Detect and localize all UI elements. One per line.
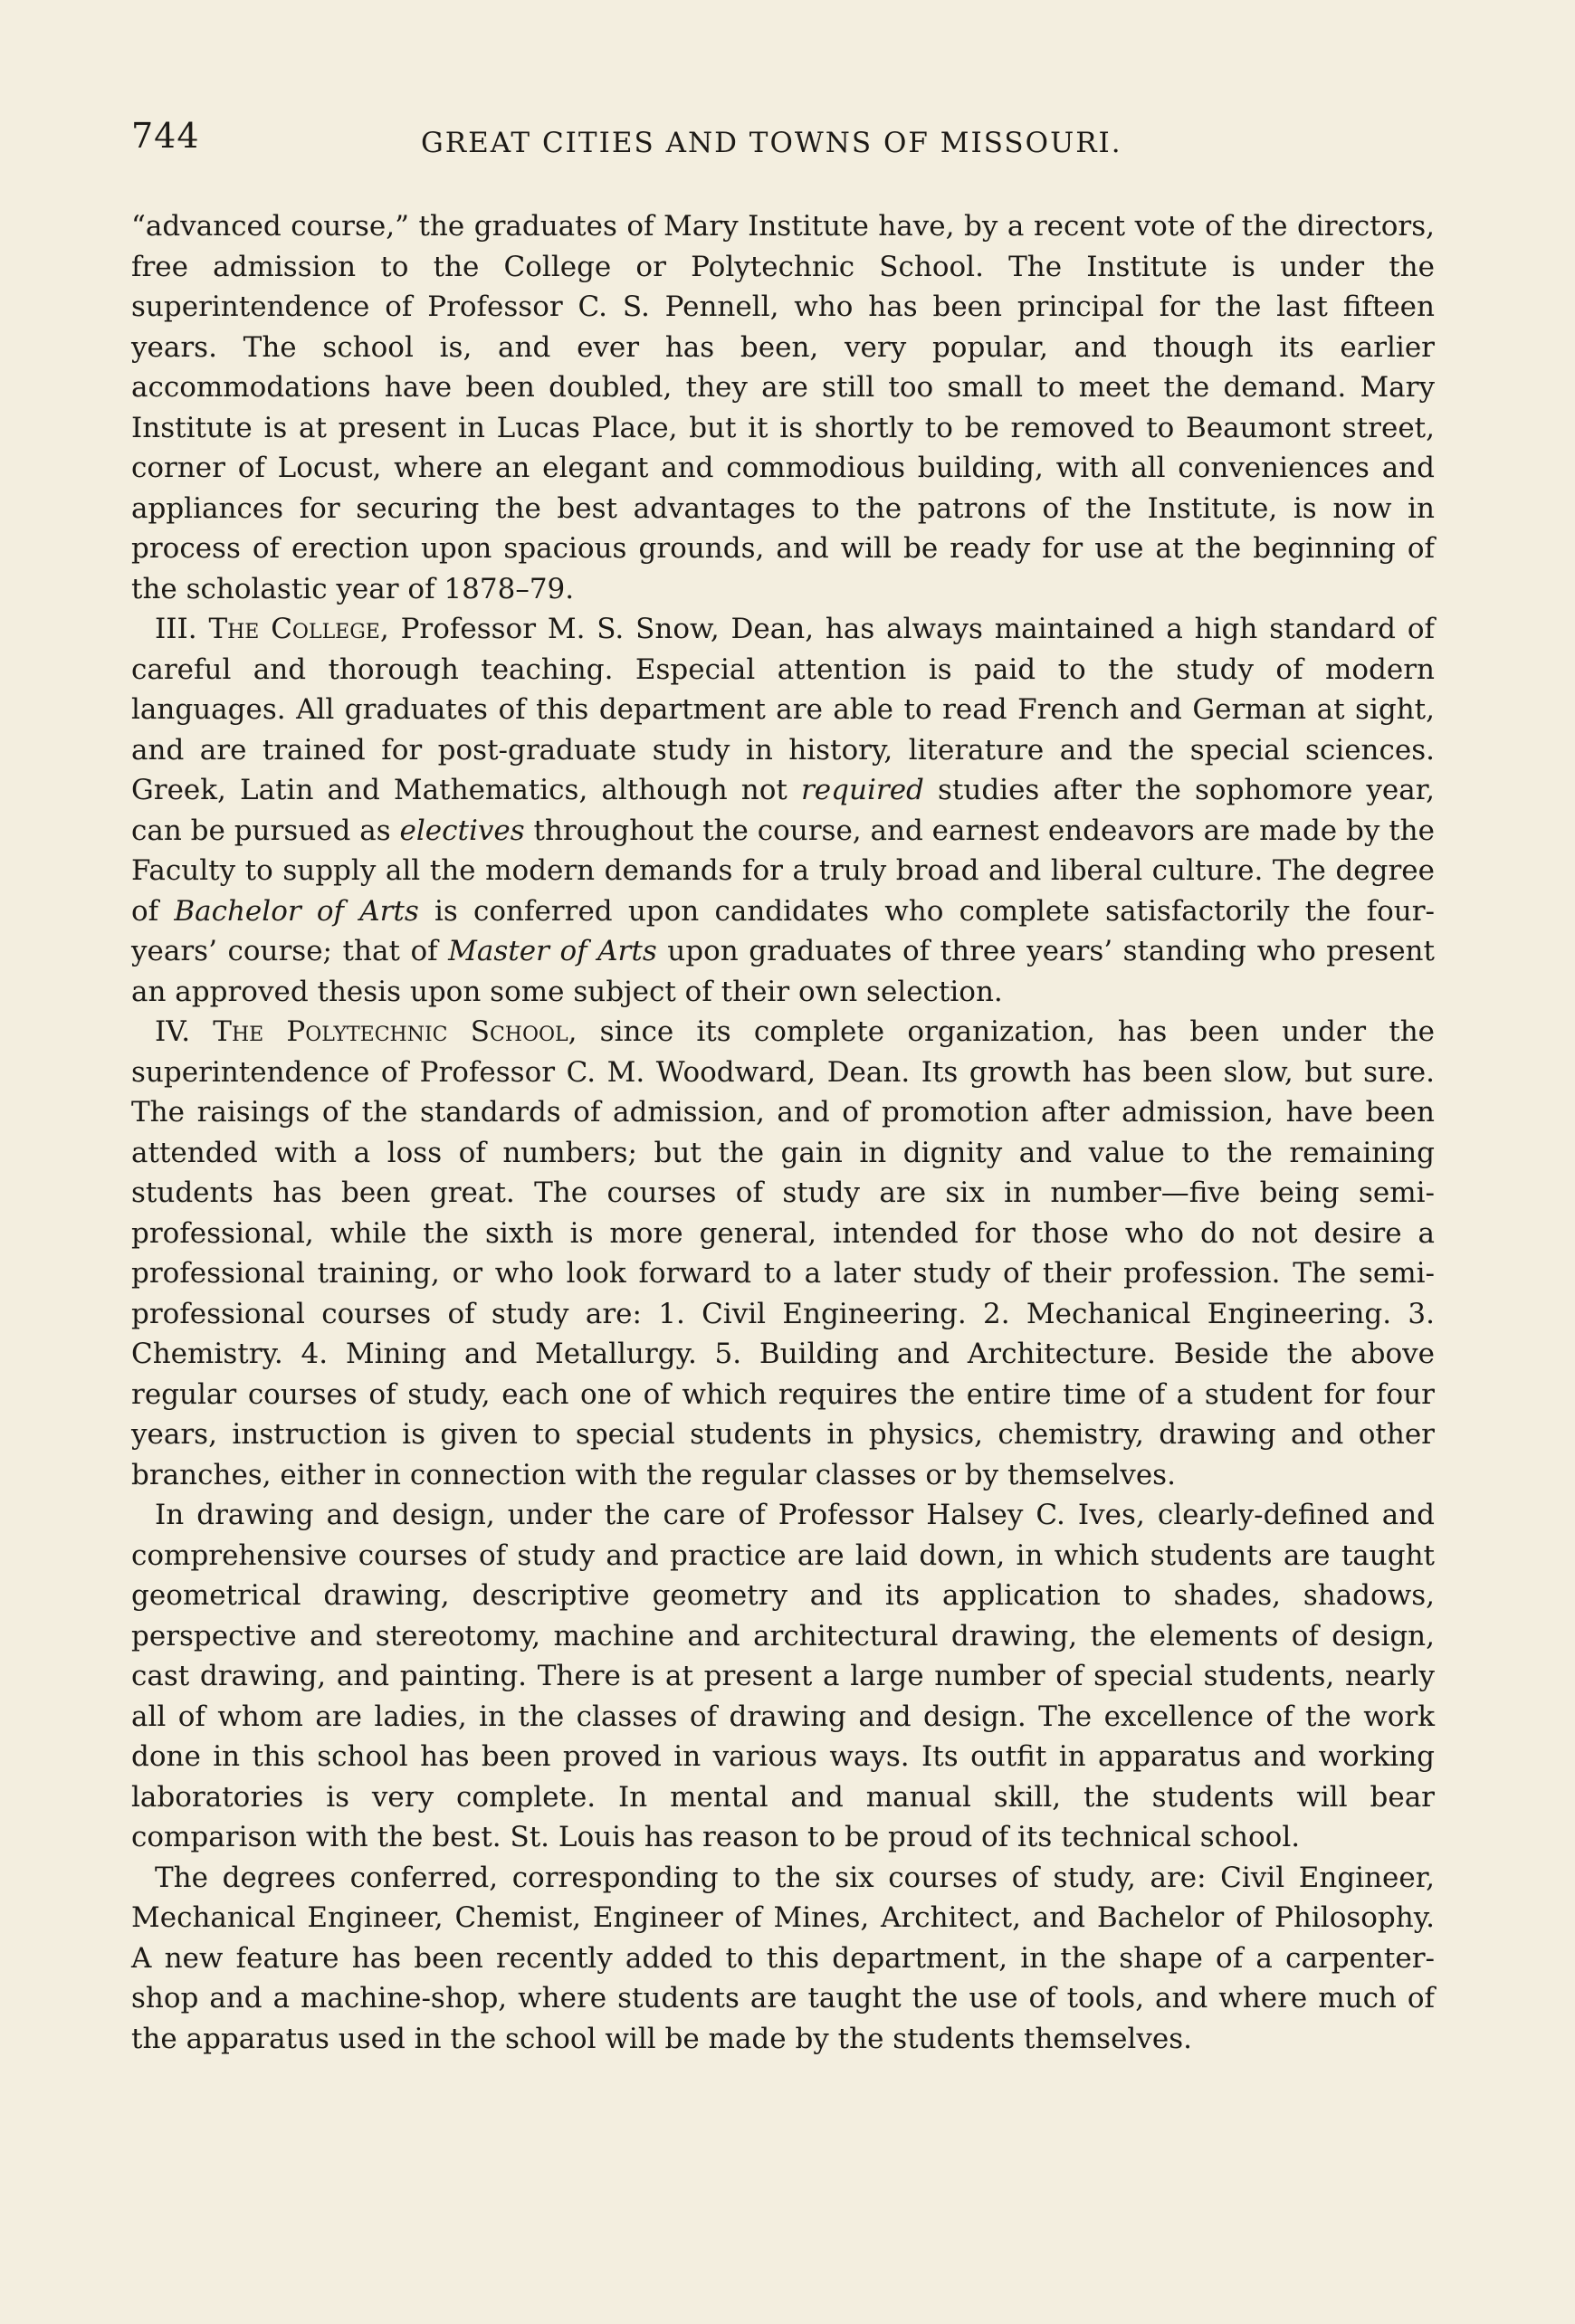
paragraph-mary-institute: “advanced course,” the graduates of Mary Institute have, by a recent vote of the directors, free admission to the College or Polytechnic School. The Institute is under the superintendence of Professor C. S. Pennell, who has been principal for the last fifteen years. The school is, and ever has been, very popular, and though its earlier accommodations have been doubled, they are still too small to meet the demand. Mary Institute is at present in Lucas Place, but it is shortly to be removed to Beaumont street, corner of Locust, where an elegant and commodious building, with all conveniences and appliances for securing the best advantages to the patrons of the Institute, is now in process of erection upon spacious grounds, and will be ready for use at the beginning of the scholastic year of 1878–79. (131, 210, 1435, 605)
paragraph-the-college (131, 609, 1435, 1012)
italic-term: electives (399, 814, 525, 847)
running-title: GREAT CITIES AND TOWNS OF MISSOURI. (421, 127, 1122, 159)
section-numeral: III. (155, 613, 209, 645)
paragraph-degrees: The degrees conferred, corresponding to the six courses of study, are: Civil Engineer, Mechanical Engineer, Chemist, Engineer of Mines, Architect, and Bachelor of Philosophy. A new feature has been recently added to this department, in the shape of a carpenter-shop and a machine-shop, where students are taught the use of tools, and where much of the apparatus used in the school will be made by the students themselves. (131, 1861, 1435, 2055)
text-run: , Professor M. S. Snow, Dean, has always maintained a high standard of careful and thorough teaching. Especial attention is paid to the study of modern languages. All graduates of this department are able to read French and German at sight, and are trained for post-graduate study in history, literature and the special sciences. Greek, Latin and Mathematics, although not (131, 613, 1435, 806)
body-text (131, 206, 1435, 2059)
section-numeral: IV. (155, 1015, 214, 1048)
page-number: 744 (131, 116, 200, 156)
text-run: throughout the course, and earnest endeavors are made by the Faculty to supply all the modern demands for a truly broad and liberal culture. The degree of (131, 814, 1435, 928)
italic-term: Master of Arts (448, 935, 657, 967)
text-run: upon graduates of three years’ standing who present an approved thesis upon some subject of their own selection. (131, 935, 1435, 1008)
italic-term: required (800, 774, 924, 806)
section-heading: The Polytechnic School (213, 1015, 568, 1048)
text-run: is conferred upon candidates who complete satisfactorily the four-years’ course; that of (131, 894, 1435, 967)
paragraph-drawing-design: In drawing and design, under the care of Professor Halsey C. Ives, clearly-defined and comprehensive courses of study and practice are laid down, in which students are taught geometrical drawing, descriptive geometry and its application to shades, shadows, perspective and stereotomy, machine and architectural drawing, the elements of design, cast drawing, and painting. There is at present a large number of special students, nearly all of whom are ladies, in the classes of drawing and design. The excellence of the work done in this school has been proved in various ways. Its outfit in apparatus and working laboratories is very complete. In mental and manual skill, the students will bear comparison with the best. St. Louis has reason to be proud of its technical school. (131, 1499, 1435, 1853)
text-run: studies after the sophomore year, can be pursued as (131, 774, 1435, 847)
paragraph-polytechnic-school (131, 1012, 1435, 1495)
section-heading: The College (208, 613, 380, 645)
text-run: , since its complete organization, has been under the superintendence of Professor C. M. Woodward, Dean. Its growth has been slow, but sure. The raisings of the standards of admission, and of promotion after admission, have been attended with a loss of numbers; but the gain in dignity and value to the remaining students has been great. The courses of study are six in number—five being semi-professional, while the sixth is more general, intended for those who do not desire a professional training, or who look forward to a later study of their profession. The semi-professional courses of study are: 1. Civil Engineering. 2. Mechanical Engineering. 3. Chemistry. 4. Mining and Metallurgy. 5. Building and Architecture. Beside the above regular courses of study, each one of which requires the entire time of a student for four years, instruction is given to special students in physics, chemistry, drawing and other branches, either in connection with the regular classes or by themselves. (131, 1015, 1436, 1491)
italic-term: Bachelor of Arts (174, 894, 419, 928)
page-header (131, 107, 1435, 179)
